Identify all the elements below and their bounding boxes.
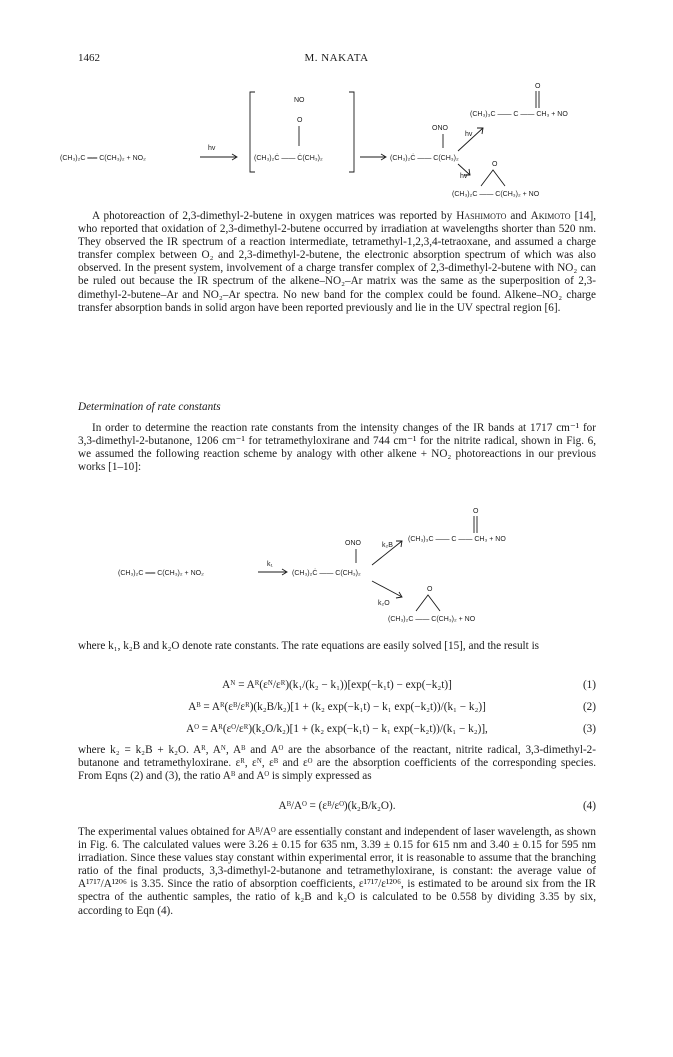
scheme2-nitrite: (CH₃)₂Ċ —— C(CH₃)₂ <box>292 570 361 577</box>
scheme1-intermediate: (CH₃)₂Ċ —— Ċ(CH₃)₂ <box>254 155 323 162</box>
scheme1-nitrite-top: ONO <box>432 125 448 132</box>
paragraph-definitions <box>78 744 596 783</box>
scheme1-no-label: NO <box>294 97 305 104</box>
scheme2-epoxide-ring <box>416 595 440 611</box>
equation-4-number: (4) <box>582 800 596 812</box>
paragraph3-text: where k₁, k₂B and k₂O denote rate constants. The rate equations are easily solved [15], and the result is <box>78 640 540 652</box>
paragraph-results <box>78 826 596 918</box>
scheme1-hv-label: hv <box>208 145 216 152</box>
scheme1-hv-up: hv <box>465 131 473 138</box>
scheme2-nitrite-top: ONO <box>345 540 361 547</box>
running-header <box>0 52 673 68</box>
equation-3 <box>78 723 596 739</box>
paragraph1-text-a: A photoreaction of 2,3-dimethyl-2-butene in oxygen matrices was reported by <box>92 210 457 222</box>
scheme2-ketone-o: O <box>473 508 479 515</box>
scheme2-k20-label: k₂O <box>378 600 390 607</box>
scheme1-epoxide: (CH₃)₂C —— C(CH₃)₂ + NO <box>452 191 540 198</box>
scheme2-epoxide-o: O <box>427 586 433 593</box>
paragraph-rate-constants <box>78 422 596 474</box>
equation-4 <box>78 800 596 816</box>
paragraph-photoreaction <box>78 210 596 315</box>
scheme2-epoxide: (CH₃)₂C —— C(CH₃)₂ + NO <box>388 616 476 623</box>
reaction-scheme-1 <box>60 78 620 203</box>
running-author: M. NAKATA <box>304 52 369 64</box>
page-number: 1462 <box>78 52 100 64</box>
equation-2 <box>78 701 596 717</box>
scheme2-reactant: (CH₃)₂C ══ C(CH₃)₂ + NO₂ <box>118 570 204 577</box>
scheme1-o-label: O <box>297 117 303 124</box>
equation-2-number: (2) <box>582 701 596 713</box>
scheme1-ketone: (CH₃)₃C —— C —— CH₃ + NO <box>470 111 568 118</box>
paragraph-rate-equations-intro <box>78 640 596 653</box>
scheme2-ketone: (CH₃)₃C —— C —— CH₃ + NO <box>408 536 506 543</box>
scheme1-nitrite: (CH₃)₂Ċ —— C(CH₃)₂ <box>390 155 459 162</box>
author-hashimoto: Hashimoto <box>456 210 507 222</box>
paragraph4-text: where k₂ = k₂B + k₂O. Aᴿ, Aᴺ, Aᴮ and Aᴼ are the absorbance of the reactant, nitrite radical, 3,3-dimethyl-2-butanone and tetramethyloxirane. εᴿ, εᴺ, εᴮ and εᴼ are the absorption coefficients of the corresponding species. From Eqns (2) and (3), the ratio Aᴮ and Aᴼ is simply expressed as <box>78 744 596 783</box>
scheme1-hv-down: hv <box>460 173 468 180</box>
scheme2-k1-label: k₁ <box>267 561 273 568</box>
reaction-scheme-2 <box>60 503 620 633</box>
paragraph2-text: In order to determine the reaction rate constants from the intensity changes of the IR bands at 1717 cm⁻¹ for 3,3-dimethyl-2-butanone, 1206 cm⁻¹ for tetramethyloxirane and 744 cm⁻¹ for the nitrite radical, shown in Fig. 6, we assumed the following reaction scheme by analogy with other alkene + NO₂ photoreactions in our previous works [1–10]: <box>78 422 596 474</box>
scheme2-arrow-down <box>372 581 402 597</box>
equation-3-text: Aᴼ = Aᴿ(εᴼ/εᴿ)(k₂O/k₂)[1 + (k₂ exp(−k₁t) − k₁ exp(−k₂t))/(k₁ − k₂)], <box>186 723 488 735</box>
equation-3-number: (3) <box>582 723 596 735</box>
scheme1-ketone-o: O <box>535 83 541 90</box>
paragraph5-text: The experimental values obtained for Aᴮ/Aᴼ are essentially constant and independent of laser wavelength, as shown in Fig. 6. The calculated values were 3.26 ± 0.15 for 635 nm, 3.39 ± 0.15 for 615 nm and 3.40 ± 0.15 for 595 nm irradiation. Since these values stay constant within experimental error, it is reasonable to assume that the branching ratio of the final products, 3,3-dimethyl-2-butanone and tetramethyloxirane, is constant: the average value of A¹⁷¹⁷/A¹²⁰⁶ is 3.35. Since the ratio of absorption coefficients, ε¹⁷¹⁷/ε¹²⁰⁶, is estimated to be around six from the IR spectra of the authentic samples, the ratio of k₂B and k₂O is calculated to be 0.558 by dividing 3.35 by six, according to Eqn (4). <box>78 826 596 917</box>
scheme1-reactant: (CH₃)₂C ══ C(CH₃)₂ + NO₂ <box>60 155 146 162</box>
equation-1-number: (1) <box>582 679 596 691</box>
paragraph1-text-c: [14], who reported that oxidation of 2,3-dimethyl-2-butene occurred by irradiation at wavelengths shorter than 520 nm. They observed the IR spectrum of a reaction intermediate, tetramethyl-1,2,3,4-tetraoxane, and assumed a charge transfer complex between O₂ and 2,3-dimethyl-2-butene, the electronic absorption spectrum of which was also observed. In the present system, involvement of a charge transfer complex of 2,3-dimethyl-2-butene with NO₂ can be ruled out because the IR spectrum of the alkene–NO₂–Ar matrix was the same as the superposition of 2,3-dimethyl-2-butene–Ar and NO₂–Ar spectra. No new band for the complex could be found. Alkene–NO₂ charge transfer absorption bands in solid argon have been reported previously and lie in the UV spectral region [6]. <box>78 210 597 314</box>
equation-1 <box>78 679 596 695</box>
scheme1-epoxide-ring <box>481 170 505 186</box>
scheme1-right-bracket <box>349 92 354 172</box>
author-akimoto: Akimoto <box>530 210 571 222</box>
equation-1-text: Aᴺ = Aᴿ(εᴺ/εᴿ)(k₁/(k₂ − k₁))[exp(−k₁t) − exp(−k₂t)] <box>222 679 452 691</box>
equation-2-text: Aᴮ = Aᴿ(εᴮ/εᴿ)(k₂B/k₂)[1 + (k₂ exp(−k₁t) − k₁ exp(−k₂t))/(k₁ − k₂)] <box>188 701 486 713</box>
equation-4-text: Aᴮ/Aᴼ = (εᴮ/εᴼ)(k₂B/k₂O). <box>278 800 396 812</box>
scheme2-k2b-label: k₂B <box>382 542 393 549</box>
scheme1-epoxide-o: O <box>492 161 498 168</box>
section-heading: Determination of rate constants <box>78 401 221 413</box>
paragraph1-text-b: and <box>506 210 531 222</box>
